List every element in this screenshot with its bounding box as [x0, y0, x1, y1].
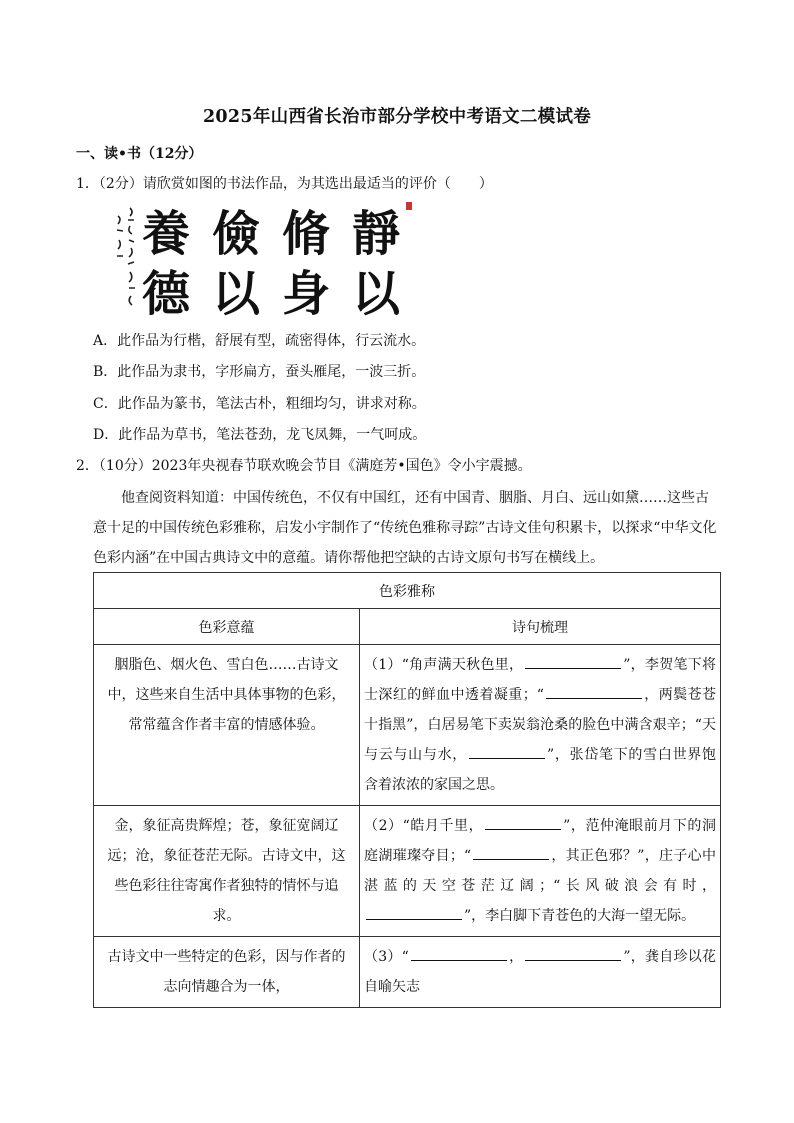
question-2-paragraph: 他查阅资料知道：中国传统色，不仅有中国红，还有中国青、胭脂、月白、远山如黛……这些古意十足的中国传统色彩雅称，启发小宇制作了“传统色雅称寻踪”古诗文佳句积累卡，以探求“中华文化色彩内涵”在中国古典诗文中的意蕴。请你帮他把空缺的古诗文原句书写在横线上。: [93, 490, 717, 566]
answer-blank[interactable]: [469, 742, 545, 759]
option-c: C．此作品为篆书，笔法古朴，粗细均匀，讲求对称。: [93, 396, 426, 412]
table-row: [94, 645, 721, 806]
calligraphy-char: 脩: [282, 206, 331, 262]
option-a: A．此作品为行楷，舒展有型，疏密得体，行云流水。: [93, 333, 426, 349]
row-poem-text: （3）“ ， ”，龚自珍以花自喻矢志: [360, 937, 721, 1008]
calligraphy-char: 德: [142, 266, 191, 318]
answer-blank[interactable]: [411, 944, 507, 961]
calligraphy-char: 以: [212, 266, 261, 318]
table-row: [94, 806, 721, 937]
table-header-poems: 诗句梳理: [360, 609, 721, 645]
calligraphy-char: 以: [352, 266, 401, 318]
row-meaning-text: 金，象征高贵辉煌；苍，象征宽阔辽远；沧，象征苍茫无际。古诗文中，这些色彩往往寄寓作者独特的情怀与追求。: [94, 806, 360, 937]
answer-blank[interactable]: [473, 843, 549, 860]
option-b: B．此作品为隶书，字形扁方，蚕头雁尾，一波三折。: [93, 364, 426, 380]
table-caption: 色彩雅称: [94, 573, 721, 609]
answer-blank[interactable]: [546, 682, 642, 699]
calligraphy-char: 身: [282, 266, 331, 318]
section-heading-reading: 一、读•书（12分）: [76, 146, 203, 162]
calligraphy-artwork: [114, 200, 416, 318]
table-row: [94, 937, 721, 1008]
row-meaning-text: 古诗文中一些特定的色彩，因与作者的志向情趣合为一体，: [94, 937, 360, 1008]
seal-stamp: [406, 202, 412, 210]
row-poem-text: （2）“皓月千里， ”，范仲淹眼前月下的洞庭湖璀璨夺目；“ ，其正色邪？”，庄子心中湛蓝的天空苍茫辽阔；“长风破浪会有时，”，李白脚下青苍色的大海一望无际。: [360, 806, 721, 937]
question-2-stem: 2．（10分）2023年央视春节联欢晚会节目《满庭芳•国色》令小宇震撼。: [76, 458, 532, 474]
row-poem-text: （1）“角声满天秋色里， ”，李贺笔下将士深红的鲜血中透着凝重；“ ，两鬓苍苍十指黑”，白居易笔下卖炭翁沧桑的脸色中满含艰辛；“天与云与山与水， ”，张岱笔下的雪白世界饱含着浓浓的家国之思。: [360, 645, 721, 806]
answer-blank[interactable]: [366, 903, 462, 920]
question-1-stem: 1．（2分）请欣赏如图的书法作品，为其选出最适当的评价（ ）: [76, 176, 493, 192]
row-meaning-text: 胭脂色、烟火色、雪白色……古诗文中，这些来自生活中具体事物的色彩，常常蕴含作者丰富的情感体验。: [94, 645, 360, 806]
option-d: D．此作品为草书，笔法苍劲，龙飞凤舞，一气呵成。: [93, 427, 427, 443]
table-header-meaning: 色彩意蕴: [94, 609, 360, 645]
answer-blank[interactable]: [525, 944, 621, 961]
calligraphy-char: 儉: [212, 206, 261, 262]
exam-title: 2025年山西省长治市部分学校中考语文二模试卷: [202, 107, 592, 127]
answer-blank[interactable]: [525, 652, 621, 669]
calligraphy-char: 養: [142, 206, 191, 262]
answer-blank[interactable]: [485, 813, 561, 830]
color-names-table: [93, 572, 721, 1008]
calligraphy-char: 靜: [352, 206, 401, 262]
calligraphy-image: [114, 200, 416, 318]
